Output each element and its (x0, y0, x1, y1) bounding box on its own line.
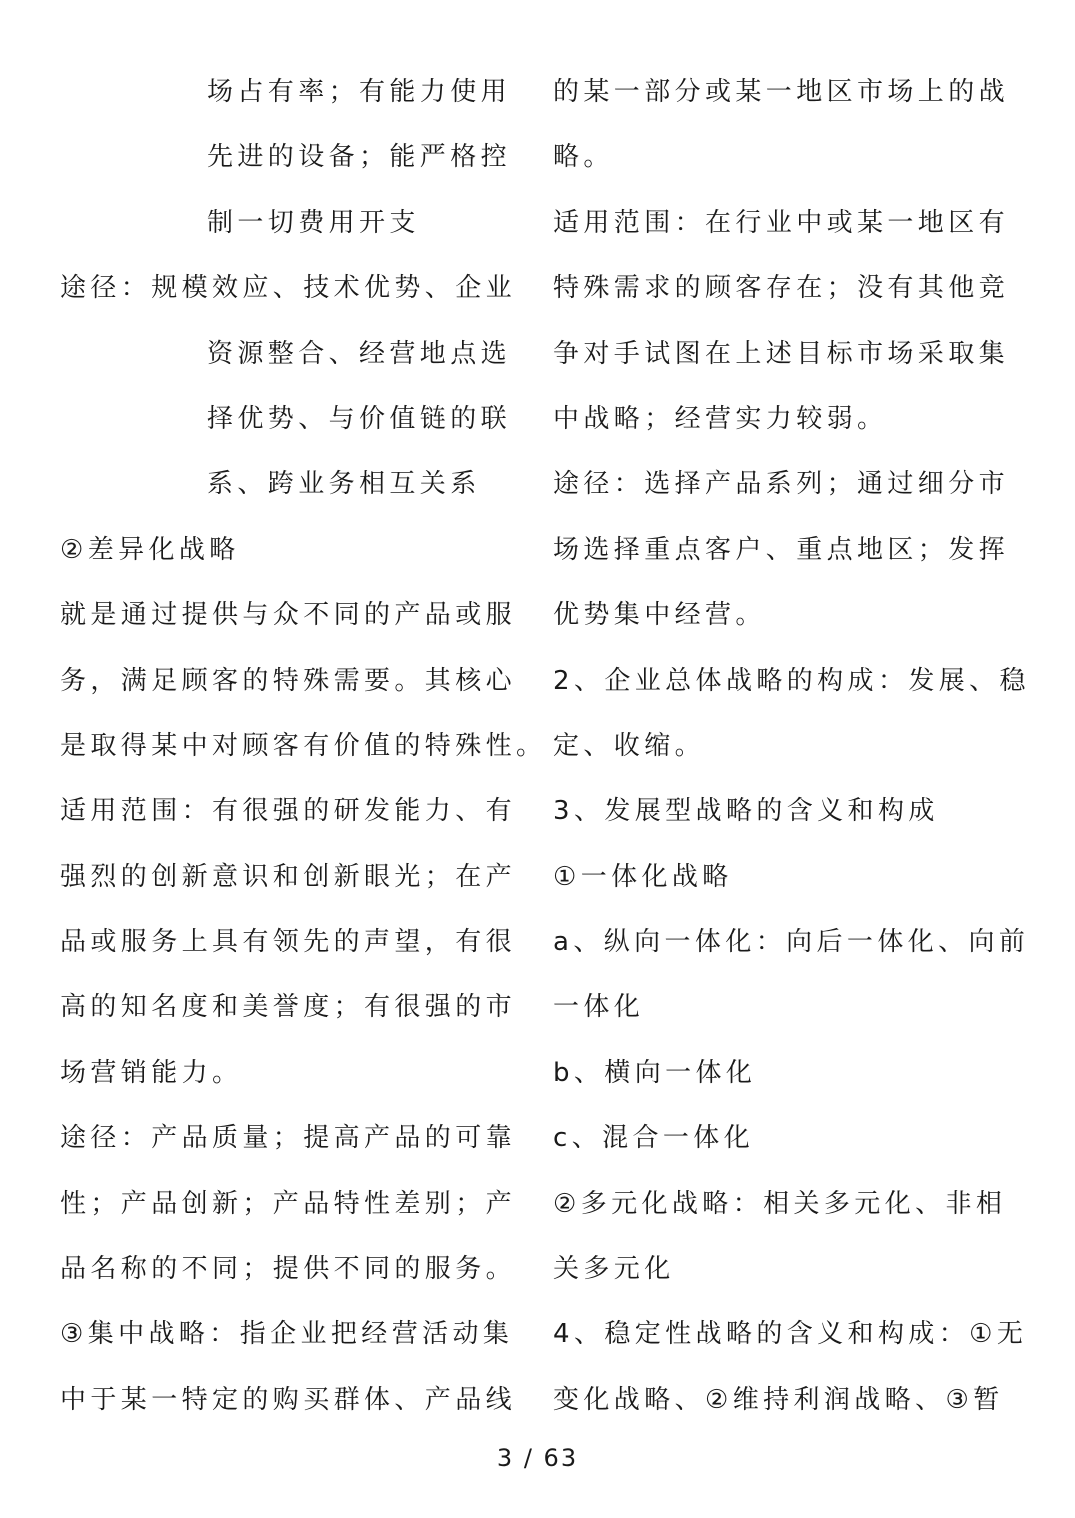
text-line: ①一体化战略 (553, 861, 733, 892)
text-line: 3、发展型战略的含义和构成 (553, 796, 939, 827)
text-line: 场选择重点客户、重点地区；发挥 (553, 534, 1010, 565)
text-line: 中于某一特定的购买群体、产品线 (60, 1384, 517, 1415)
text-line: 定、收缩。 (553, 730, 706, 761)
text-line: 2、企业总体战略的构成：发展、稳 (553, 665, 1030, 696)
text-line: 系、跨业务相互关系 (207, 469, 481, 500)
text-line: 变化战略、②维持利润战略、③暂 (553, 1384, 1004, 1415)
text-line: 中战略；经营实力较弱。 (553, 403, 888, 434)
text-line: 争对手试图在上述目标市场采取集 (553, 338, 1010, 369)
text-line: 品或服务上具有领先的声望，有很 (60, 927, 517, 958)
text-line: 途径：选择产品系列；通过细分市 (553, 469, 1010, 500)
text-line: 品名称的不同；提供不同的服务。 (60, 1254, 517, 1285)
left-text-column (60, 60, 547, 1433)
text-line: 途径：规模效应、技术优势、企业 (60, 273, 517, 304)
text-line: 适用范围：在行业中或某一地区有 (553, 207, 1010, 238)
text-line: 就是通过提供与众不同的产品或服 (60, 600, 517, 631)
text-line: ②差异化战略 (60, 534, 240, 565)
text-line: 务，满足顾客的特殊需要。其核心 (60, 665, 517, 696)
text-line: 是取得某中对顾客有价值的特殊性。 (60, 730, 547, 761)
text-line: 优势集中经营。 (553, 600, 766, 631)
page-separator: / (523, 1444, 534, 1472)
text-line: a、纵向一体化：向后一体化、向前 (553, 927, 1030, 958)
text-line: 高的知名度和美誉度；有很强的市 (60, 992, 517, 1023)
text-line: 的某一部分或某一地区市场上的战 (553, 77, 1010, 107)
text-line: 一体化 (553, 992, 645, 1023)
right-text-column (553, 60, 1030, 1433)
text-line: ③集中战略：指企业把经营活动集 (60, 1319, 514, 1350)
text-line: 途径：产品质量；提高产品的可靠 (60, 1123, 517, 1154)
text-line: 4、稳定性战略的含义和构成：①无 (553, 1319, 1028, 1350)
total-page-count: 63 (543, 1444, 579, 1472)
text-line: 关多元化 (553, 1254, 675, 1285)
text-line: 略。 (553, 142, 614, 173)
text-line: 先进的设备；能严格控 (207, 142, 512, 173)
text-line: c、混合一体化 (553, 1123, 755, 1154)
text-line: 性；产品创新；产品特性差别；产 (60, 1188, 517, 1219)
text-line: 资源整合、经营地点选 (207, 338, 512, 369)
text-line: 择优势、与价值链的联 (207, 403, 512, 434)
current-page-number: 3 (496, 1444, 515, 1472)
text-line: b、横向一体化 (553, 1057, 757, 1088)
text-line: 制一切费用开支 (207, 207, 420, 238)
text-line: 场营销能力。 (60, 1057, 243, 1088)
text-line: 场占有率；有能力使用 (207, 77, 512, 107)
text-line: ②多元化战略：相关多元化、非相 (553, 1188, 1007, 1219)
text-line: 特殊需求的顾客存在；没有其他竞 (553, 273, 1010, 304)
page-number-indicator (0, 1444, 1075, 1472)
text-line: 强烈的创新意识和创新眼光；在产 (60, 861, 517, 892)
text-line: 适用范围：有很强的研发能力、有 (60, 796, 517, 827)
